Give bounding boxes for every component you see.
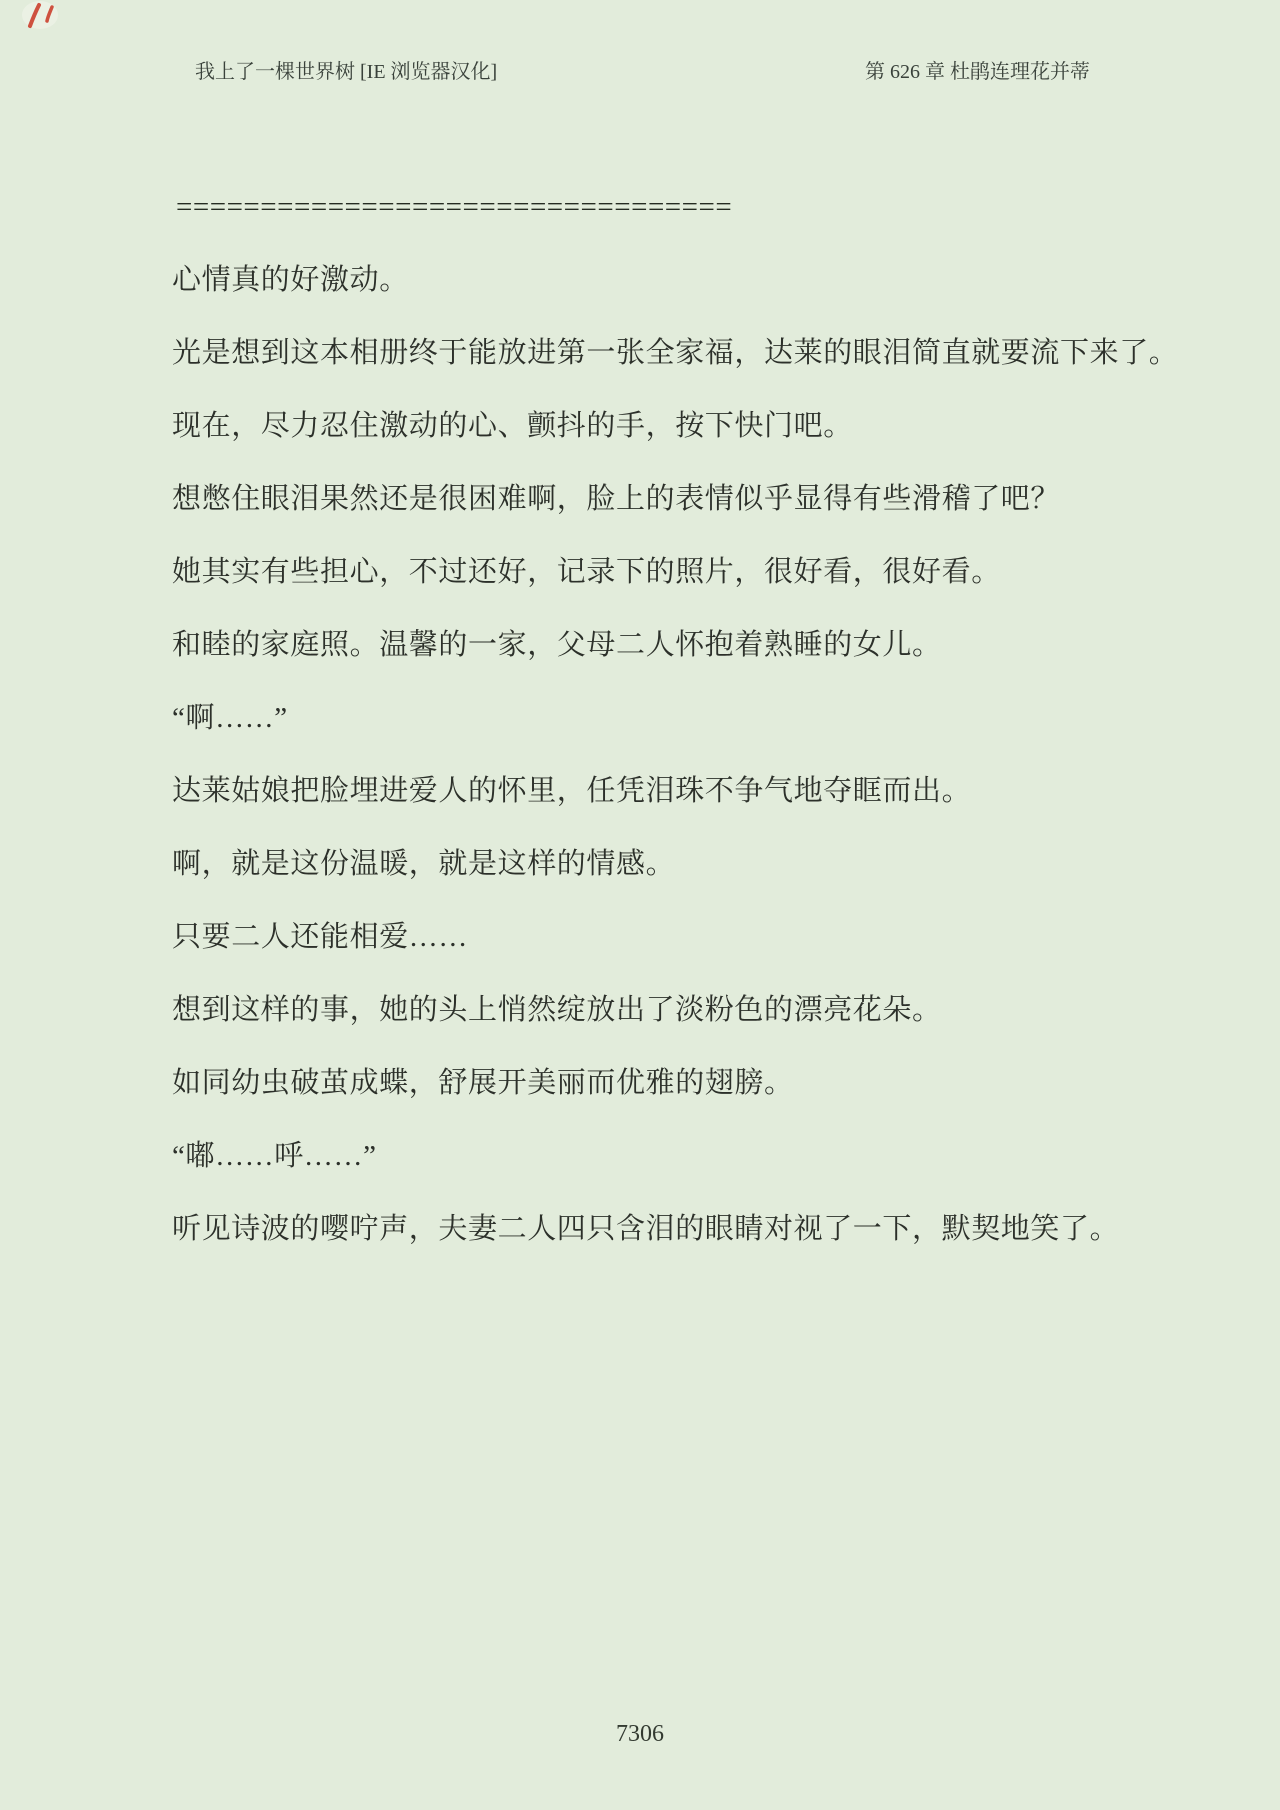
paragraph: 心情真的好激动。 (172, 264, 409, 296)
paragraph: 达莱姑娘把脸埋进爱人的怀里，任凭泪珠不争气地夺眶而出。 (172, 775, 972, 807)
paragraph: “嘟……呼……” (172, 1140, 377, 1172)
book-title: 我上了一棵世界树 [IE 浏览器汉化] (195, 61, 498, 83)
red-pen-mark-icon (22, 0, 66, 40)
chapter-paragraphs (172, 261, 1232, 1249)
paragraph: 如同幼虫破茧成蝶，舒展开美丽而优雅的翅膀。 (172, 1067, 794, 1099)
paragraph: 她其实有些担心，不过还好，记录下的照片，很好看，很好看。 (172, 556, 1001, 588)
page-number: 7306 (616, 1721, 664, 1747)
chapter-title: 第 626 章 杜鹃连理花并蒂 (865, 61, 1090, 83)
paragraph: “啊……” (172, 702, 288, 734)
paragraph: 现在，尽力忍住激动的心、颤抖的手，按下快门吧。 (172, 410, 853, 442)
paragraph: 光是想到这本相册终于能放进第一张全家福，达莱的眼泪简直就要流下来了。 (172, 337, 1179, 369)
paragraph: 只要二人还能相爱…… (172, 921, 469, 953)
paragraph: 听见诗波的嘤咛声，夫妻二人四只含泪的眼睛对视了一下，默契地笑了。 (172, 1213, 1120, 1245)
paragraph: 和睦的家庭照。温馨的一家，父母二人怀抱着熟睡的女儿。 (172, 629, 942, 661)
scene-divider: ================================= (176, 191, 733, 223)
page-header (195, 60, 1090, 84)
paragraph: 想憋住眼泪果然还是很困难啊，脸上的表情似乎显得有些滑稽了吧？ (172, 483, 1061, 515)
paragraph: 想到这样的事，她的头上悄然绽放出了淡粉色的漂亮花朵。 (172, 994, 942, 1026)
chapter-body (172, 188, 1232, 1283)
paragraph: 啊，就是这份温暖，就是这样的情感。 (172, 848, 676, 880)
